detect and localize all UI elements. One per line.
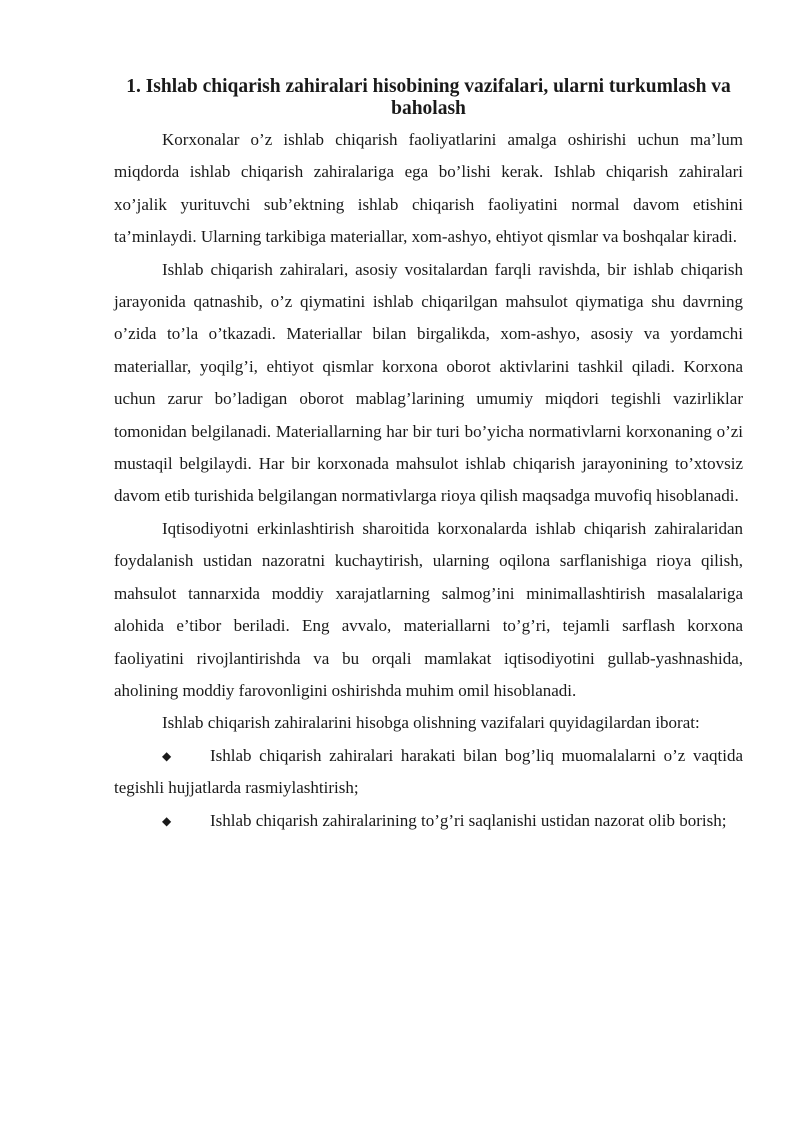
list-item	[114, 740, 743, 805]
page-title: 1. Ishlab chiqarish zahiralari hisobining vazifalari, ularni turkumlash va baholash	[126, 76, 731, 119]
list-item	[114, 805, 743, 837]
diamond-bullet-icon: ◆	[162, 748, 172, 763]
paragraph: Korxonalar o’z ishlab chiqarish faoliyatlarini amalga oshirishi uchun ma’lum miqdorda ishlab chiqarish zahiralariga ega bo’lishi kerak. Ishlab chiqarish zahiralari xo’jalik yurituvchi sub’ektning ishlab chiqarish faoliyatini normal davom etishini ta’minlaydi. Ularning tarkibiga materiallar, xom-ashyo, ehtiyot qismlar va boshqalar kiradi.	[114, 130, 743, 247]
list-item-text: Ishlab chiqarish zahiralarining to’g’ri saqlanishi ustidan nazorat olib borish;	[210, 810, 727, 830]
paragraph: Ishlab chiqarish zahiralarini hisobga olishning vazifalari quyidagilardan iborat:	[162, 713, 700, 733]
paragraph: Iqtisodiyotni erkinlashtirish sharoitida korxonalarda ishlab chiqarish zahiralaridan foydalanish ustidan nazoratni kuchaytirish, ularning oqilona sarflanishiga rioya qilish, mahsulot tannarxida moddiy xarajatlarning salmog’ini minimallashtirish masalalariga alohida e’tibor beriladi. Eng avvalo, materiallarni to’g’ri, tejamli sarflash korxona faoliyatini rivojlantirishda va bu orqali mamlakat iqtisodiyotini gullab-yashnashida, aholining moddiy farovonligini oshirishda muhim omil hisoblanadi.	[114, 518, 743, 700]
paragraph: Ishlab chiqarish zahiralari, asosiy vositalardan farqli ravishda, bir ishlab chiqarish jarayonida qatnashib, o’z qiymatini ishlab chiqarilgan mahsulot qiymatiga shu davrning o’zida to’la o’tkazadi. Materiallar bilan birgalikda, xom-ashyo, asosiy va yordamchi materiallar, yoqilg’i, ehtiyot qismlar korxona oborot aktivlarini tashkil qiladi. Korxona uchun zarur bo’ladigan oborot mablag’larining umumiy miqdori tegishli vazirliklar tomonidan belgilanadi. Materiallarning har bir turi bo’yicha normativlarni korxonaning o’zi mustaqil belgilaydi. Har bir korxonada mahsulot ishlab chiqarish jarayonining to’xtovsiz davom etib turishida belgilangan normativlarga rioya qilish maqsadga muvofiq hisoblanadi.	[114, 259, 743, 506]
list-item-text: Ishlab chiqarish zahiralari harakati bilan bog’liq muomalalarni o’z vaqtida tegishli hujjatlarda rasmiylashtirish;	[114, 745, 743, 798]
diamond-bullet-icon: ◆	[162, 813, 172, 828]
